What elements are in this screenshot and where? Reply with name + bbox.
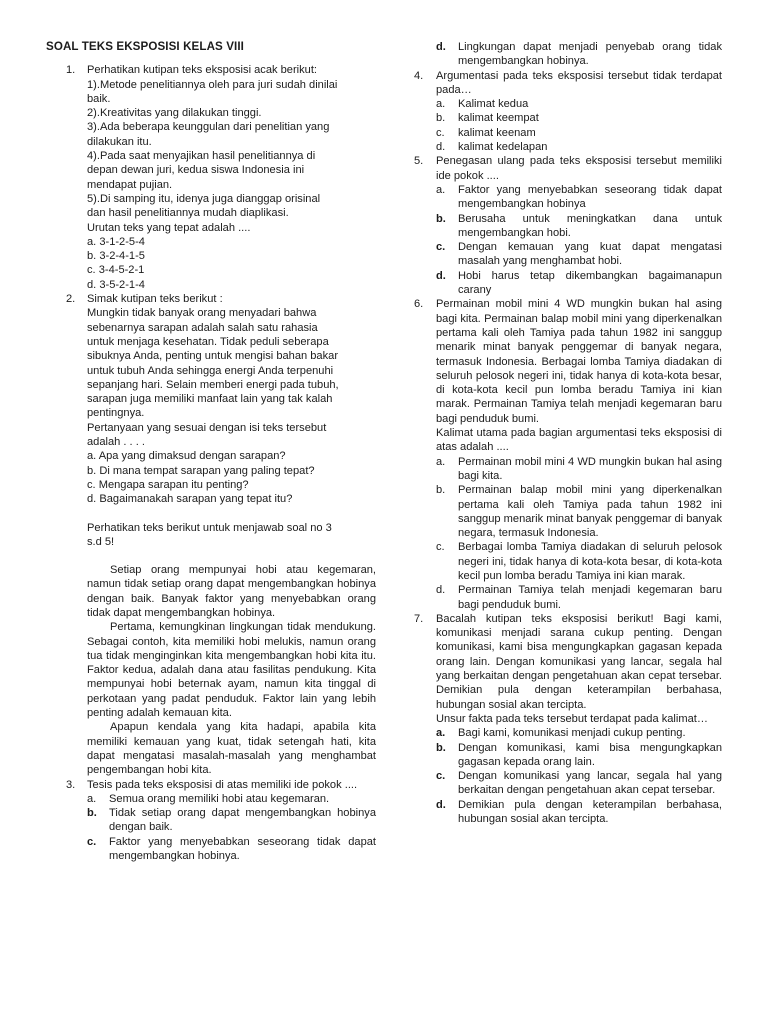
question-text: Pertanyaan yang sesuai dengan isi teks tersebut [87, 421, 327, 434]
answer-option [436, 212, 722, 241]
question-number: 5. [414, 155, 424, 168]
answer-option [436, 540, 722, 583]
option-text: Lingkungan dapat menjadi penyebab orang tidak mengembangkan hobinya. [458, 41, 722, 68]
question-6 [414, 297, 722, 612]
left-column [46, 40, 376, 863]
question-number: 4. [414, 69, 424, 82]
option-text: Kalimat kedua [458, 98, 529, 111]
question-number: 6. [414, 298, 424, 311]
answer-option: d. 3-5-2-1-4 [87, 278, 145, 291]
option-text: Semua orang memiliki hobi atau kegemaran. [109, 792, 330, 805]
option-letter: c. [436, 770, 446, 783]
answer-option [87, 792, 376, 806]
option-letter: d. [436, 41, 446, 53]
answer-option [436, 455, 722, 484]
answer-option: b. Di mana tempat sarapan yang paling tepat? [87, 464, 315, 477]
passage-intro: s.d 5! [87, 535, 115, 548]
answer-option [436, 97, 722, 111]
option-text: kalimat keempat [458, 112, 539, 125]
answer-option [436, 126, 722, 140]
text-line: mendapat pujian. [87, 178, 173, 191]
answer-option [436, 726, 722, 740]
option-letter: a. [436, 727, 446, 740]
text-line: sibuknya Anda, penting untuk mengisi bahan bakar [87, 350, 339, 363]
question-text: Tesis pada teks eksposisi di atas memiliki ide pokok .... [87, 778, 358, 791]
answer-option [436, 269, 722, 298]
question-1 [46, 63, 376, 292]
question-number: 7. [414, 612, 424, 625]
passage-paragraph-1: Setiap orang mempunyai hobi atau kegemaran, namun tidak setiap orang dapat mengembangkan hobinya dengan baik. Banyak faktor yang menyebabkan orang tidak dapat mengembangkan hobinya. [87, 564, 376, 619]
passage-intro: Perhatikan teks berikut untuk menjawab soal no 3 [87, 521, 332, 534]
answer-option [436, 183, 722, 212]
question-3-continued [414, 40, 722, 69]
text-line: sebenarnya sarapan adalah salah satu rahasia [87, 321, 318, 334]
option-text: kalimat keenam [458, 126, 536, 139]
option-letter: a. [436, 183, 446, 196]
question-text: Penegasan ulang pada teks eksposisi tersebut memiliki ide pokok .... [436, 155, 722, 182]
answer-option [436, 240, 722, 269]
answer-option: a. Apa yang dimaksud dengan sarapan? [87, 450, 286, 463]
option-text: Faktor yang menyebabkan seseorang tidak dapat mengembangkan hobinya [458, 183, 722, 211]
option-text: Permainan Tamiya telah menjadi kegemaran baru bagi penduduk bumi. [458, 584, 722, 611]
question-text: adalah . . . . [87, 436, 145, 449]
answer-option: c. Mengapa sarapan itu penting? [87, 478, 249, 491]
answer-option [87, 806, 376, 835]
option-text: Permainan mobil mini 4 WD mungkin bukan hal asing bagi kita. [458, 455, 722, 482]
document-title: SOAL TEKS EKSPOSISI KELAS VIII [46, 40, 244, 53]
option-text: Tidak setiap orang dapat mengembangkan hobinya dengan baik. [109, 807, 376, 834]
text-line: sepanjang hari. Selain memberi energi pada tubuh, [87, 378, 339, 391]
option-letter: d. [436, 798, 446, 811]
text-line: dan hasil penelitiannya mudah diaplikasi. [87, 207, 289, 220]
option-text: Demikian pula dengan keterampilan berbahasa, hubungan sosial akan tercipta. [458, 798, 722, 826]
question-passage: Bacalah kutipan teks eksposisi berikut! Bagi kami, komunikasi menjadi sarana cukup penting. Dengan komunikasi, kami bisa mengungkapkan gagasan kepada orang lain. Dengan komunikasi yang lancar, segala hal yang berkaitan dengan pengetahuan akan cepat tersebar. Demikian pula dengan keterampilan berbahasa, hubungan sosial akan tercipta. [436, 612, 722, 711]
question-intro: Perhatikan kutipan teks eksposisi acak berikut: [87, 64, 318, 77]
option-letter: d. [436, 141, 446, 154]
text-line: baik. [87, 92, 111, 105]
answer-option: d. Bagaimanakah sarapan yang tepat itu? [87, 493, 293, 506]
option-letter: b. [87, 807, 97, 820]
question-text: Urutan teks yang tepat adalah .... [87, 221, 251, 234]
answer-option [436, 798, 722, 827]
text-line: 4).Pada saat menyajikan hasil penelitiannya di [87, 150, 316, 163]
reading-passage [46, 521, 376, 778]
option-text: Dengan komunikasi yang lancar, segala hal yang berkaitan dengan pengetahuan akan cepat tersebar. [458, 770, 722, 797]
answer-option [436, 741, 722, 770]
option-letter: b. [436, 112, 446, 125]
option-letter: c. [436, 541, 445, 554]
right-column [414, 40, 722, 826]
answer-option [436, 769, 722, 798]
answer-option [436, 483, 722, 540]
option-letter: a. [87, 792, 97, 805]
question-text: Argumentasi pada teks eksposisi tersebut tidak terdapat pada… [436, 69, 722, 96]
option-letter: a. [436, 455, 446, 468]
answer-option [436, 111, 722, 125]
question-5 [414, 154, 722, 297]
passage-paragraph-3: Apapun kendala yang kita hadapi, apabila kita memiliki kemauan yang kuat, tidak setengah hati, kita dapat mengatasi masalah-masalah yang menghambat pengembangan hobi kita. [87, 721, 376, 777]
question-4 [414, 69, 722, 155]
answer-option [87, 835, 376, 864]
text-line: untuk tubuh Anda sehingga energi Anda terpenuhi [87, 364, 334, 377]
question-number: 3. [66, 778, 76, 791]
text-line: untuk menjaga kesehatan. Tidak peduli seberapa [87, 335, 329, 348]
answer-option [436, 583, 722, 612]
option-letter: c. [87, 835, 97, 848]
text-line: 3).Ada beberapa keunggulan dari penelitian yang [87, 121, 330, 134]
question-number: 1. [66, 64, 76, 77]
option-letter: b. [436, 212, 446, 225]
question-text: Unsur fakta pada teks tersebut terdapat pada kalimat… [436, 712, 708, 725]
option-letter: b. [436, 741, 446, 754]
option-letter: d. [436, 269, 446, 282]
question-2 [46, 292, 376, 506]
question-intro: Simak kutipan teks berikut : [87, 293, 223, 306]
text-line: dilakukan itu. [87, 135, 152, 148]
option-text: Dengan komunikasi, kami bisa mengungkapkan gagasan kepada orang lain. [458, 741, 722, 768]
option-letter: d. [436, 584, 446, 597]
text-line: sarapan juga memiliki manfaat lain yang tak kalah [87, 393, 333, 406]
text-line: pentingnya. [87, 407, 145, 420]
passage-paragraph-2: Pertama, kemungkinan lingkungan tidak mendukung. Sebagai contoh, kita memiliki hobi melukis, namun orang tua tidak menginginkan kita mengembangkan hobi kita itu. Faktor kedua, adalah dana atau fasilitas pendukung. Kita mempunyai hobi beternak ayam, namun kita tinggal di perkotaan yang padat penduduk. Faktor lain yang lebih penting adalah kemauan kita. [87, 621, 376, 720]
answer-option [436, 140, 722, 154]
option-letter: b. [436, 484, 446, 497]
question-7 [414, 612, 722, 826]
answer-option: b. 3-2-4-1-5 [87, 250, 145, 263]
answer-option [436, 40, 722, 69]
option-letter: c. [436, 241, 446, 254]
text-line: 1).Metode penelitiannya oleh para juri sudah dinilai [87, 78, 338, 91]
option-text: Bagi kami, komunikasi menjadi cukup penting. [458, 727, 686, 740]
option-text: kalimat kedelapan [458, 141, 548, 154]
option-text: Faktor yang menyebabkan seseorang tidak dapat mengembangkan hobinya. [109, 835, 376, 863]
option-text: Berusaha untuk meningkatkan dana untuk mengembangkan hobi. [458, 212, 722, 239]
question-number: 2. [66, 293, 76, 306]
question-text: Kalimat utama pada bagian argumentasi teks eksposisi di atas adalah .... [436, 427, 722, 454]
option-text: Permainan balap mobil mini yang diperkenalkan pertama kali oleh Tamiya pada tahun 1982 ini sanggup menarik minat banyak penggemar di banyak negara, termasuk Indonesia. [458, 484, 722, 540]
option-letter: c. [436, 126, 445, 139]
question-3 [46, 778, 376, 864]
text-line: 2).Kreativitas yang dilakukan tinggi. [87, 107, 262, 120]
text-line: depan dewan juri, kedua siswa Indonesia ini [87, 164, 305, 177]
option-text: Berbagai lomba Tamiya diadakan di seluruh pelosok negeri ini, tidak hanya di kota-kota besar, di kota-kota kecil pun lomba beradu Tamiya ini kian marak. [458, 541, 722, 582]
text-line: Mungkin tidak banyak orang menyadari bahwa [87, 307, 317, 320]
answer-option: c. 3-4-5-2-1 [87, 264, 145, 277]
option-text: Dengan kemauan yang kuat dapat mengatasi masalah yang menghambat hobi. [458, 241, 722, 268]
text-line: 5).Di samping itu, idenya juga dianggap orisinal [87, 192, 321, 205]
question-passage: Permainan mobil mini 4 WD mungkin bukan hal asing bagi kita. Permainan balap mobil mini yang diperkenalkan pertama kali oleh Tamiya pada tahun 1982 ini sanggup menarik minat banyak penggemar di banyak negara, termasuk Indonesia. Berbagai lomba Tamiya diadakan di seluruh pelosok negeri ini, tidak hanya di kota-kota besar, di kota-kota kecil pun lomba beradu Tamiya ini kian marak. Permainan Tamiya telah menjadi kegemaran baru bagi penduduk bumi. [436, 298, 722, 425]
option-text: Hobi harus tetap dikembangkan bagaimanapun carany [458, 269, 722, 297]
answer-option: a. 3-1-2-5-4 [87, 235, 145, 248]
option-letter: a. [436, 98, 446, 111]
